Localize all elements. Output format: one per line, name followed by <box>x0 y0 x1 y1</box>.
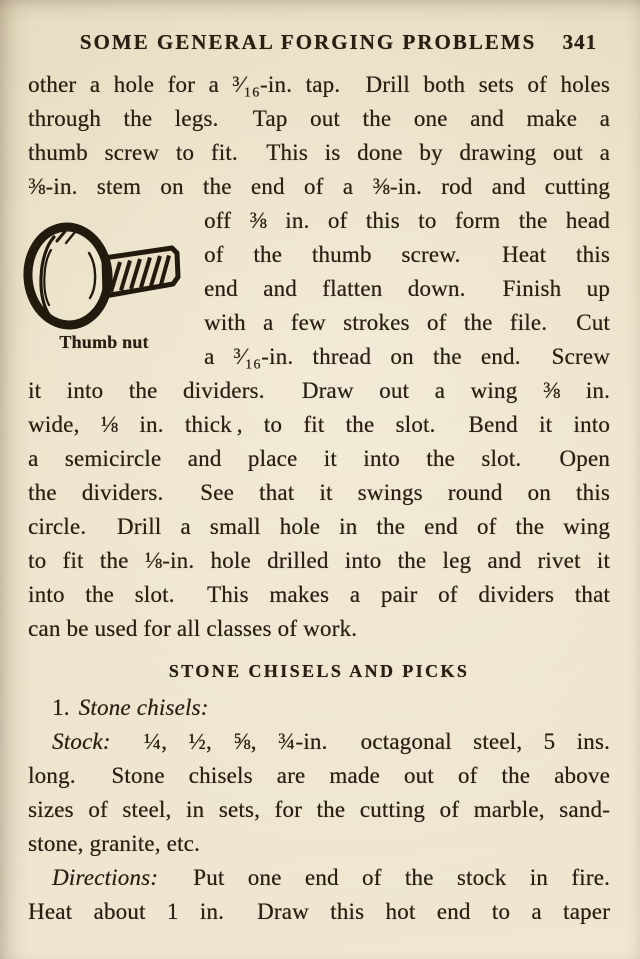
text-line: into the slot. This makes a pair of dividers that <box>28 582 610 607</box>
text-line <box>28 863 610 893</box>
text-line: with a few strokes of the file. Cut <box>204 310 610 335</box>
section-heading: STONE CHISELS AND PICKS <box>168 661 470 681</box>
text-line: a ³⁄₁₆-in. thread on the end. Screw <box>204 344 610 369</box>
list-item-number: 1. <box>52 695 70 720</box>
directions-text: Put one end of the stock in fire. <box>158 865 610 890</box>
figure-caption: Thumb nut <box>59 332 149 352</box>
text-line: stone, granite, etc. <box>28 831 200 856</box>
text-line: sizes of steel, in sets, for the cutting of marble, sand- <box>28 797 610 822</box>
stock-text: ¼, ½, ⅝, ¾-in. octagonal steel, 5 ins. <box>110 729 610 754</box>
text-line: of the thumb screw. Heat this <box>204 242 610 267</box>
text-line: wide, ⅛ in. thick , to fit the slot. Bend it into <box>28 412 610 437</box>
text-line: other a hole for a ³⁄₁₆-in. tap. Drill both sets of holes <box>28 72 610 97</box>
text-line: ⅜-in. stem on the end of a ⅜-in. rod and cutting <box>28 174 610 199</box>
directions-label: Directions: <box>52 865 159 890</box>
thumb-nut-illustration <box>20 216 188 334</box>
text-line: through the legs. Tap out the one and make a <box>28 106 610 131</box>
text-line: long. Stone chisels are made out of the above <box>28 763 610 788</box>
text-line: end and flatten down. Finish up <box>204 276 610 301</box>
text-line: off ⅜ in. of this to form the head <box>204 208 610 233</box>
text-line: the dividers. See that it swings round on this <box>28 480 610 505</box>
text-line: circle. Drill a small hole in the end of the wing <box>28 514 610 539</box>
text-line: Heat about 1 in. Draw this hot end to a taper <box>28 899 610 924</box>
list-item-title: Stone chisels: <box>78 695 209 720</box>
stock-label: Stock: <box>52 729 111 754</box>
text-line: a semicircle and place it into the slot. Open <box>28 446 610 471</box>
page-header-title: SOME GENERAL FORGING PROBLEMS <box>79 30 537 54</box>
page-number: 341 <box>562 30 597 54</box>
text-line: thumb screw to fit. This is done by drawing out a <box>28 140 610 165</box>
text-line: it into the dividers. Draw out a wing ⅜ in. <box>28 378 610 403</box>
text-line: to fit the ⅛-in. hole drilled into the leg and rivet it <box>28 548 610 573</box>
text-line <box>28 727 610 757</box>
list-item <box>28 693 610 723</box>
text-line: can be used for all classes of work. <box>28 616 358 641</box>
